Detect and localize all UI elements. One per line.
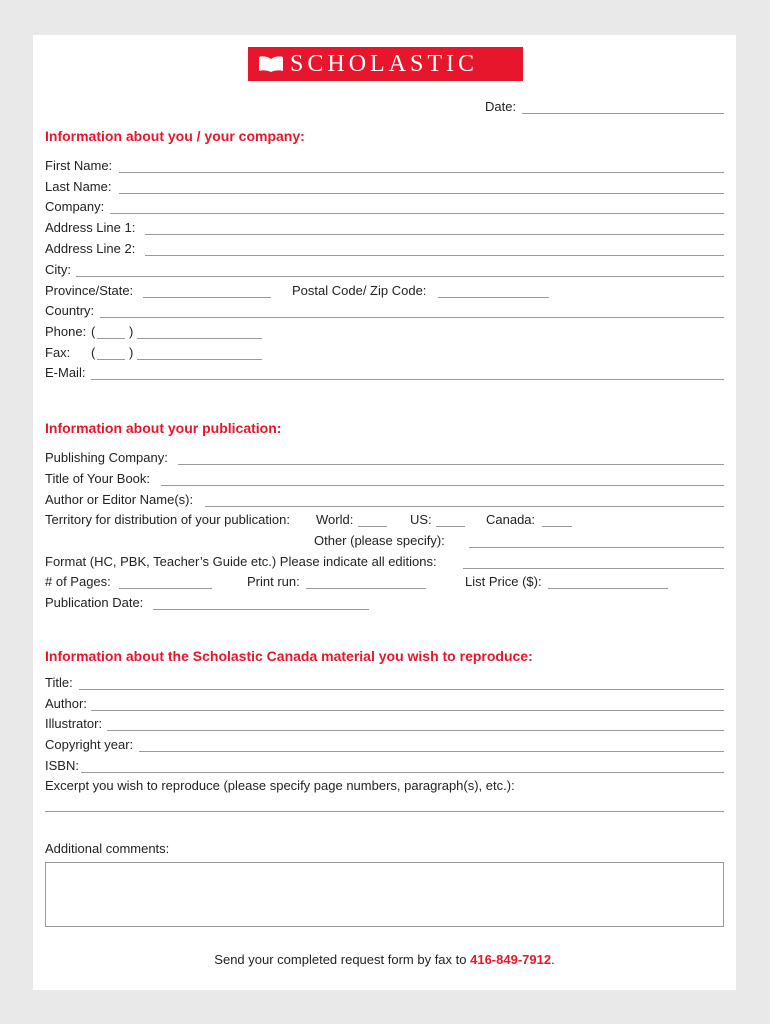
date-label: Date: bbox=[485, 99, 517, 114]
title-label: Title: bbox=[45, 675, 73, 690]
scholastic-logo bbox=[248, 47, 523, 81]
address2-field[interactable] bbox=[145, 255, 724, 256]
author-label: Author: bbox=[45, 696, 87, 711]
format-field[interactable] bbox=[463, 568, 724, 569]
fax-paren-close: ) bbox=[129, 345, 134, 360]
address2-label: Address Line 2: bbox=[45, 241, 136, 256]
city-label: City: bbox=[45, 262, 71, 277]
province-label: Province/State: bbox=[45, 283, 134, 298]
pub-date-label: Publication Date: bbox=[45, 595, 144, 610]
company-field[interactable] bbox=[110, 213, 724, 214]
country-field[interactable] bbox=[100, 317, 724, 318]
title-field[interactable] bbox=[79, 689, 724, 690]
book-title-label: Title of Your Book: bbox=[45, 471, 151, 486]
phone-number-field[interactable] bbox=[137, 338, 262, 339]
isbn-label: ISBN: bbox=[45, 758, 79, 773]
fax-area-code-field[interactable] bbox=[97, 359, 125, 360]
fax-number: 416-849-7912 bbox=[470, 952, 552, 967]
print-run-label: Print run: bbox=[247, 574, 300, 589]
footer-period: . bbox=[551, 952, 555, 967]
phone-paren-close: ) bbox=[129, 324, 134, 339]
format-label: Format (HC, PBK, Teacher’s Guide etc.) Please indicate all editions: bbox=[45, 554, 437, 569]
list-price-label: List Price ($): bbox=[465, 574, 542, 589]
publishing-company-field[interactable] bbox=[178, 464, 724, 465]
address1-label: Address Line 1: bbox=[45, 220, 136, 235]
city-field[interactable] bbox=[76, 276, 724, 277]
first-name-field[interactable] bbox=[119, 172, 724, 173]
address1-field[interactable] bbox=[145, 234, 724, 235]
phone-area-code-field[interactable] bbox=[97, 338, 125, 339]
last-name-label: Last Name: bbox=[45, 179, 112, 194]
us-label: US: bbox=[410, 512, 432, 527]
postal-field[interactable] bbox=[438, 297, 549, 298]
pages-label: # of Pages: bbox=[45, 574, 111, 589]
excerpt-label: Excerpt you wish to reproduce (please specify page numbers, paragraph(s), etc.): bbox=[45, 778, 515, 793]
country-label: Country: bbox=[45, 303, 95, 318]
illustrator-field[interactable] bbox=[107, 730, 724, 731]
author-field[interactable] bbox=[91, 710, 724, 711]
other-field[interactable] bbox=[469, 547, 724, 548]
province-field[interactable] bbox=[143, 297, 271, 298]
email-label: E-Mail: bbox=[45, 365, 86, 380]
phone-label: Phone: bbox=[45, 324, 87, 339]
logo-text: SCHOLASTIC bbox=[290, 50, 479, 77]
postal-label: Postal Code/ Zip Code: bbox=[292, 283, 427, 298]
fax-number-field[interactable] bbox=[137, 359, 262, 360]
section-publication-heading: Information about your publication: bbox=[45, 420, 282, 436]
pages-field[interactable] bbox=[119, 588, 212, 589]
first-name-label: First Name: bbox=[45, 158, 113, 173]
last-name-field[interactable] bbox=[119, 193, 724, 194]
illustrator-label: Illustrator: bbox=[45, 716, 103, 731]
comments-label: Additional comments: bbox=[45, 841, 170, 856]
author-editor-label: Author or Editor Name(s): bbox=[45, 492, 194, 507]
email-field[interactable] bbox=[91, 379, 724, 380]
world-field[interactable] bbox=[358, 526, 387, 527]
open-book-icon bbox=[258, 55, 284, 73]
copyright-year-label: Copyright year: bbox=[45, 737, 134, 752]
section-you-heading: Information about you / your company: bbox=[45, 128, 305, 144]
book-title-field[interactable] bbox=[161, 485, 724, 486]
canada-field[interactable] bbox=[542, 526, 572, 527]
excerpt-field[interactable] bbox=[45, 811, 724, 812]
date-field[interactable] bbox=[522, 113, 724, 114]
list-price-field[interactable] bbox=[548, 588, 668, 589]
author-editor-field[interactable] bbox=[205, 506, 724, 507]
print-run-field[interactable] bbox=[306, 588, 426, 589]
footer-text: Send your completed request form by fax to bbox=[214, 952, 471, 967]
section-material-heading: Information about the Scholastic Canada material you wish to reproduce: bbox=[45, 648, 533, 664]
territory-label: Territory for distribution of your publication: bbox=[45, 512, 290, 527]
copyright-year-field[interactable] bbox=[139, 751, 724, 752]
fax-label: Fax: bbox=[45, 345, 71, 360]
pub-date-field[interactable] bbox=[153, 609, 369, 610]
us-field[interactable] bbox=[436, 526, 465, 527]
comments-textarea[interactable] bbox=[45, 862, 724, 927]
canada-label: Canada: bbox=[486, 512, 536, 527]
other-label: Other (please specify): bbox=[314, 533, 445, 548]
phone-paren-open: ( bbox=[91, 324, 96, 339]
isbn-field[interactable] bbox=[81, 772, 724, 773]
company-label: Company: bbox=[45, 199, 105, 214]
world-label: World: bbox=[316, 512, 354, 527]
footer bbox=[33, 952, 736, 967]
fax-paren-open: ( bbox=[91, 345, 96, 360]
form-page bbox=[33, 35, 736, 990]
publishing-company-label: Publishing Company: bbox=[45, 450, 168, 465]
